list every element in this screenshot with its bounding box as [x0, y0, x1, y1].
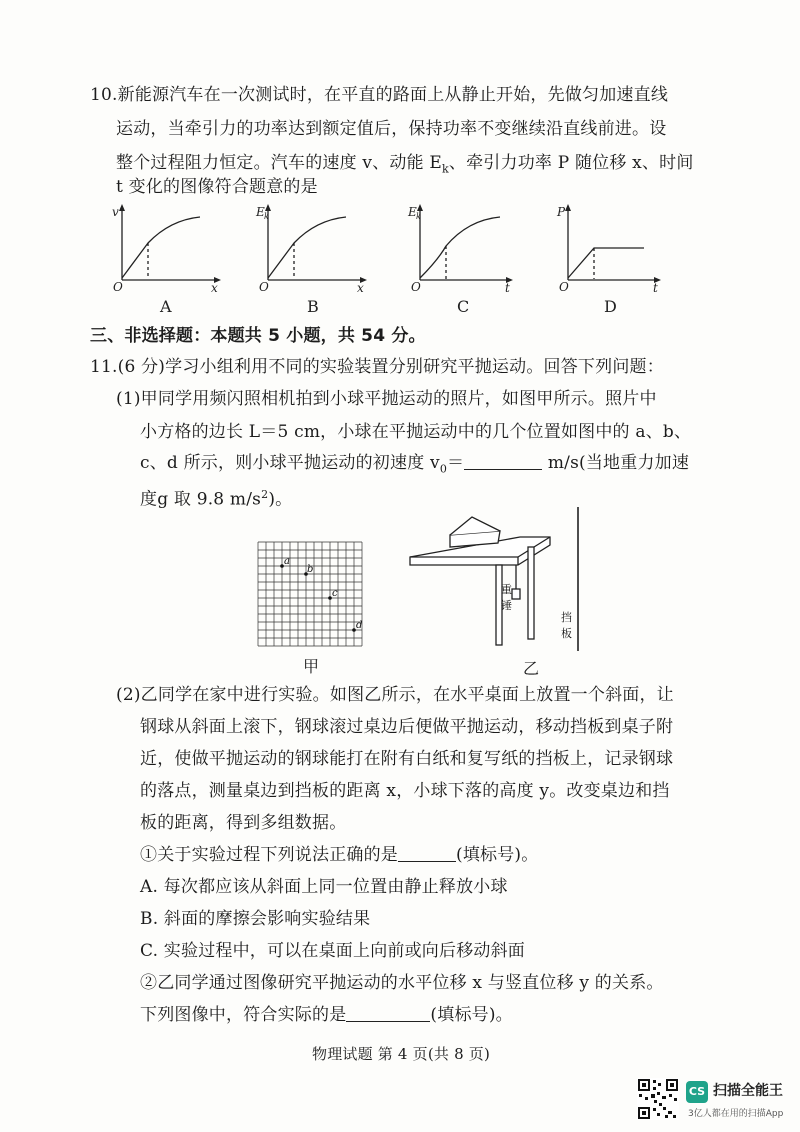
q11-p2-line-3: 近，使做平抛运动的钢球能打在附有白纸和复写纸的挡板上，记录钢球 — [140, 749, 674, 769]
graph-d-yaxis: P — [557, 205, 566, 219]
q11-sub1: ①关于实验过程下列说法正确的是 (填标号)。 — [140, 845, 539, 865]
point-b-label: b — [307, 564, 314, 575]
q11-p1-line-4: 度g 取 9.8 $m/s^2$)。 — [140, 488, 293, 510]
cs-logo-icon: CS — [686, 1081, 708, 1103]
graph-a-label: A — [160, 297, 172, 316]
graph-c-yaxis: E — [408, 205, 417, 219]
graph-b-label: B — [307, 297, 319, 316]
graph-d-label: D — [604, 297, 617, 316]
graph-a-origin: O — [113, 280, 123, 294]
answer-blank-v0[interactable] — [464, 453, 542, 470]
q11-p1-line-2: 小方格的边长 L＝5 cm，小球在平抛运动中的几个位置如图中的 a、b、 — [140, 422, 692, 442]
qr-code-icon — [637, 1078, 679, 1120]
graph-c-ysub: k — [416, 212, 421, 221]
option-b: B. 斜面的摩擦会影响实验结果 — [140, 909, 371, 929]
board-label-2: 板 — [561, 627, 572, 640]
answer-blank-sub2[interactable] — [346, 1005, 430, 1022]
graph-a — [119, 204, 221, 283]
q10-graphs — [0, 198, 800, 318]
graph-a-yaxis: v — [112, 205, 119, 219]
q11-sub2-line-2: 下列图像中，符合实际的是 (填标号)。 — [140, 1005, 513, 1025]
answer-blank-sub1[interactable] — [398, 845, 456, 862]
board-label-1: 挡 — [561, 611, 572, 624]
graph-b-origin: O — [259, 280, 269, 294]
q11-p2-line-2: 钢球从斜面上滚下，钢球滚过桌边后便做平抛运动，移动挡板到桌子附 — [140, 717, 674, 737]
graph-d-xaxis: t — [653, 281, 658, 295]
figure-jia-caption: 甲 — [303, 657, 320, 676]
point-c-label: c — [332, 588, 338, 599]
graph-a-xaxis: x — [211, 281, 218, 295]
section-3-heading: 三、非选择题：本题共 5 小题，共 54 分。 — [90, 326, 426, 346]
point-d-label: d — [356, 620, 363, 631]
q11-p2-line-4: 的落点，测量桌边到挡板的距离 x，小球下落的高度 y。改变桌边和挡 — [140, 781, 670, 801]
graph-c-label: C — [457, 297, 470, 316]
q11-p2-line-5: 板的距离，得到多组数据。 — [140, 813, 347, 833]
graph-c-origin: O — [411, 280, 421, 294]
graph-c-xaxis: t — [505, 281, 510, 295]
q10-line-3: 整个过程阻力恒定。汽车的速度 v、动能 $E_k$、牵引力功率 P 随位移 x、时间 — [116, 153, 694, 176]
option-c: C. 实验过程中，可以在桌面上向前或向后移动斜面 — [140, 941, 526, 961]
weight-label-1: 重 — [501, 583, 512, 596]
q11-sub2-line-1: ②乙同学通过图像研究平抛运动的水平位移 x 与竖直位移 y 的关系。 — [140, 973, 664, 993]
q11-p2-line-1: (2)乙同学在家中进行实验。如图乙所示，在水平桌面上放置一个斜面，让 — [116, 685, 674, 705]
point-a-label: a — [284, 556, 290, 567]
graph-b-xaxis: x — [357, 281, 364, 295]
figure-yi-caption: 乙 — [523, 659, 540, 678]
graph-b-yaxis: E — [256, 205, 265, 219]
weight-label-2: 锤 — [501, 599, 512, 612]
q11-intro: 11.(6 分)学习小组利用不同的实验装置分别研究平抛运动。回答下列问题： — [90, 357, 664, 377]
graph-d-origin: O — [559, 280, 569, 294]
watermark-subtitle: 3亿人都在用的扫描App — [688, 1109, 784, 1119]
graph-c — [417, 204, 513, 283]
q10-line-1: 10.新能源汽车在一次测试时，在平直的路面上从静止开始，先做匀加速直线 — [90, 85, 669, 105]
graph-b-ysub: k — [264, 212, 269, 221]
option-a: A. 每次都应该从斜面上同一位置由静止释放小球 — [140, 877, 508, 897]
figure-yi-apparatus — [400, 505, 600, 665]
page-footer: 物理试题 第 4 页(共 8 页) — [312, 1045, 491, 1063]
figure-jia-grid — [256, 540, 366, 648]
watermark-title: 扫描全能王 — [713, 1083, 783, 1099]
q10-line-4: t 变化的图像符合题意的是 — [116, 177, 318, 197]
q11-p1-line-1: (1)甲同学用频闪照相机拍到小球平抛运动的照片，如图甲所示。照片中 — [116, 389, 657, 409]
graph-d — [565, 204, 661, 283]
q11-p1-line-3: c、d 所示，则小球平抛运动的初速度 $v_0= m/s$(当地重力加速 — [140, 453, 690, 476]
graph-b — [265, 204, 367, 283]
q10-line-2: 运动，当牵引力的功率达到额定值后，保持功率不变继续沿直线前进。设 — [116, 119, 667, 139]
